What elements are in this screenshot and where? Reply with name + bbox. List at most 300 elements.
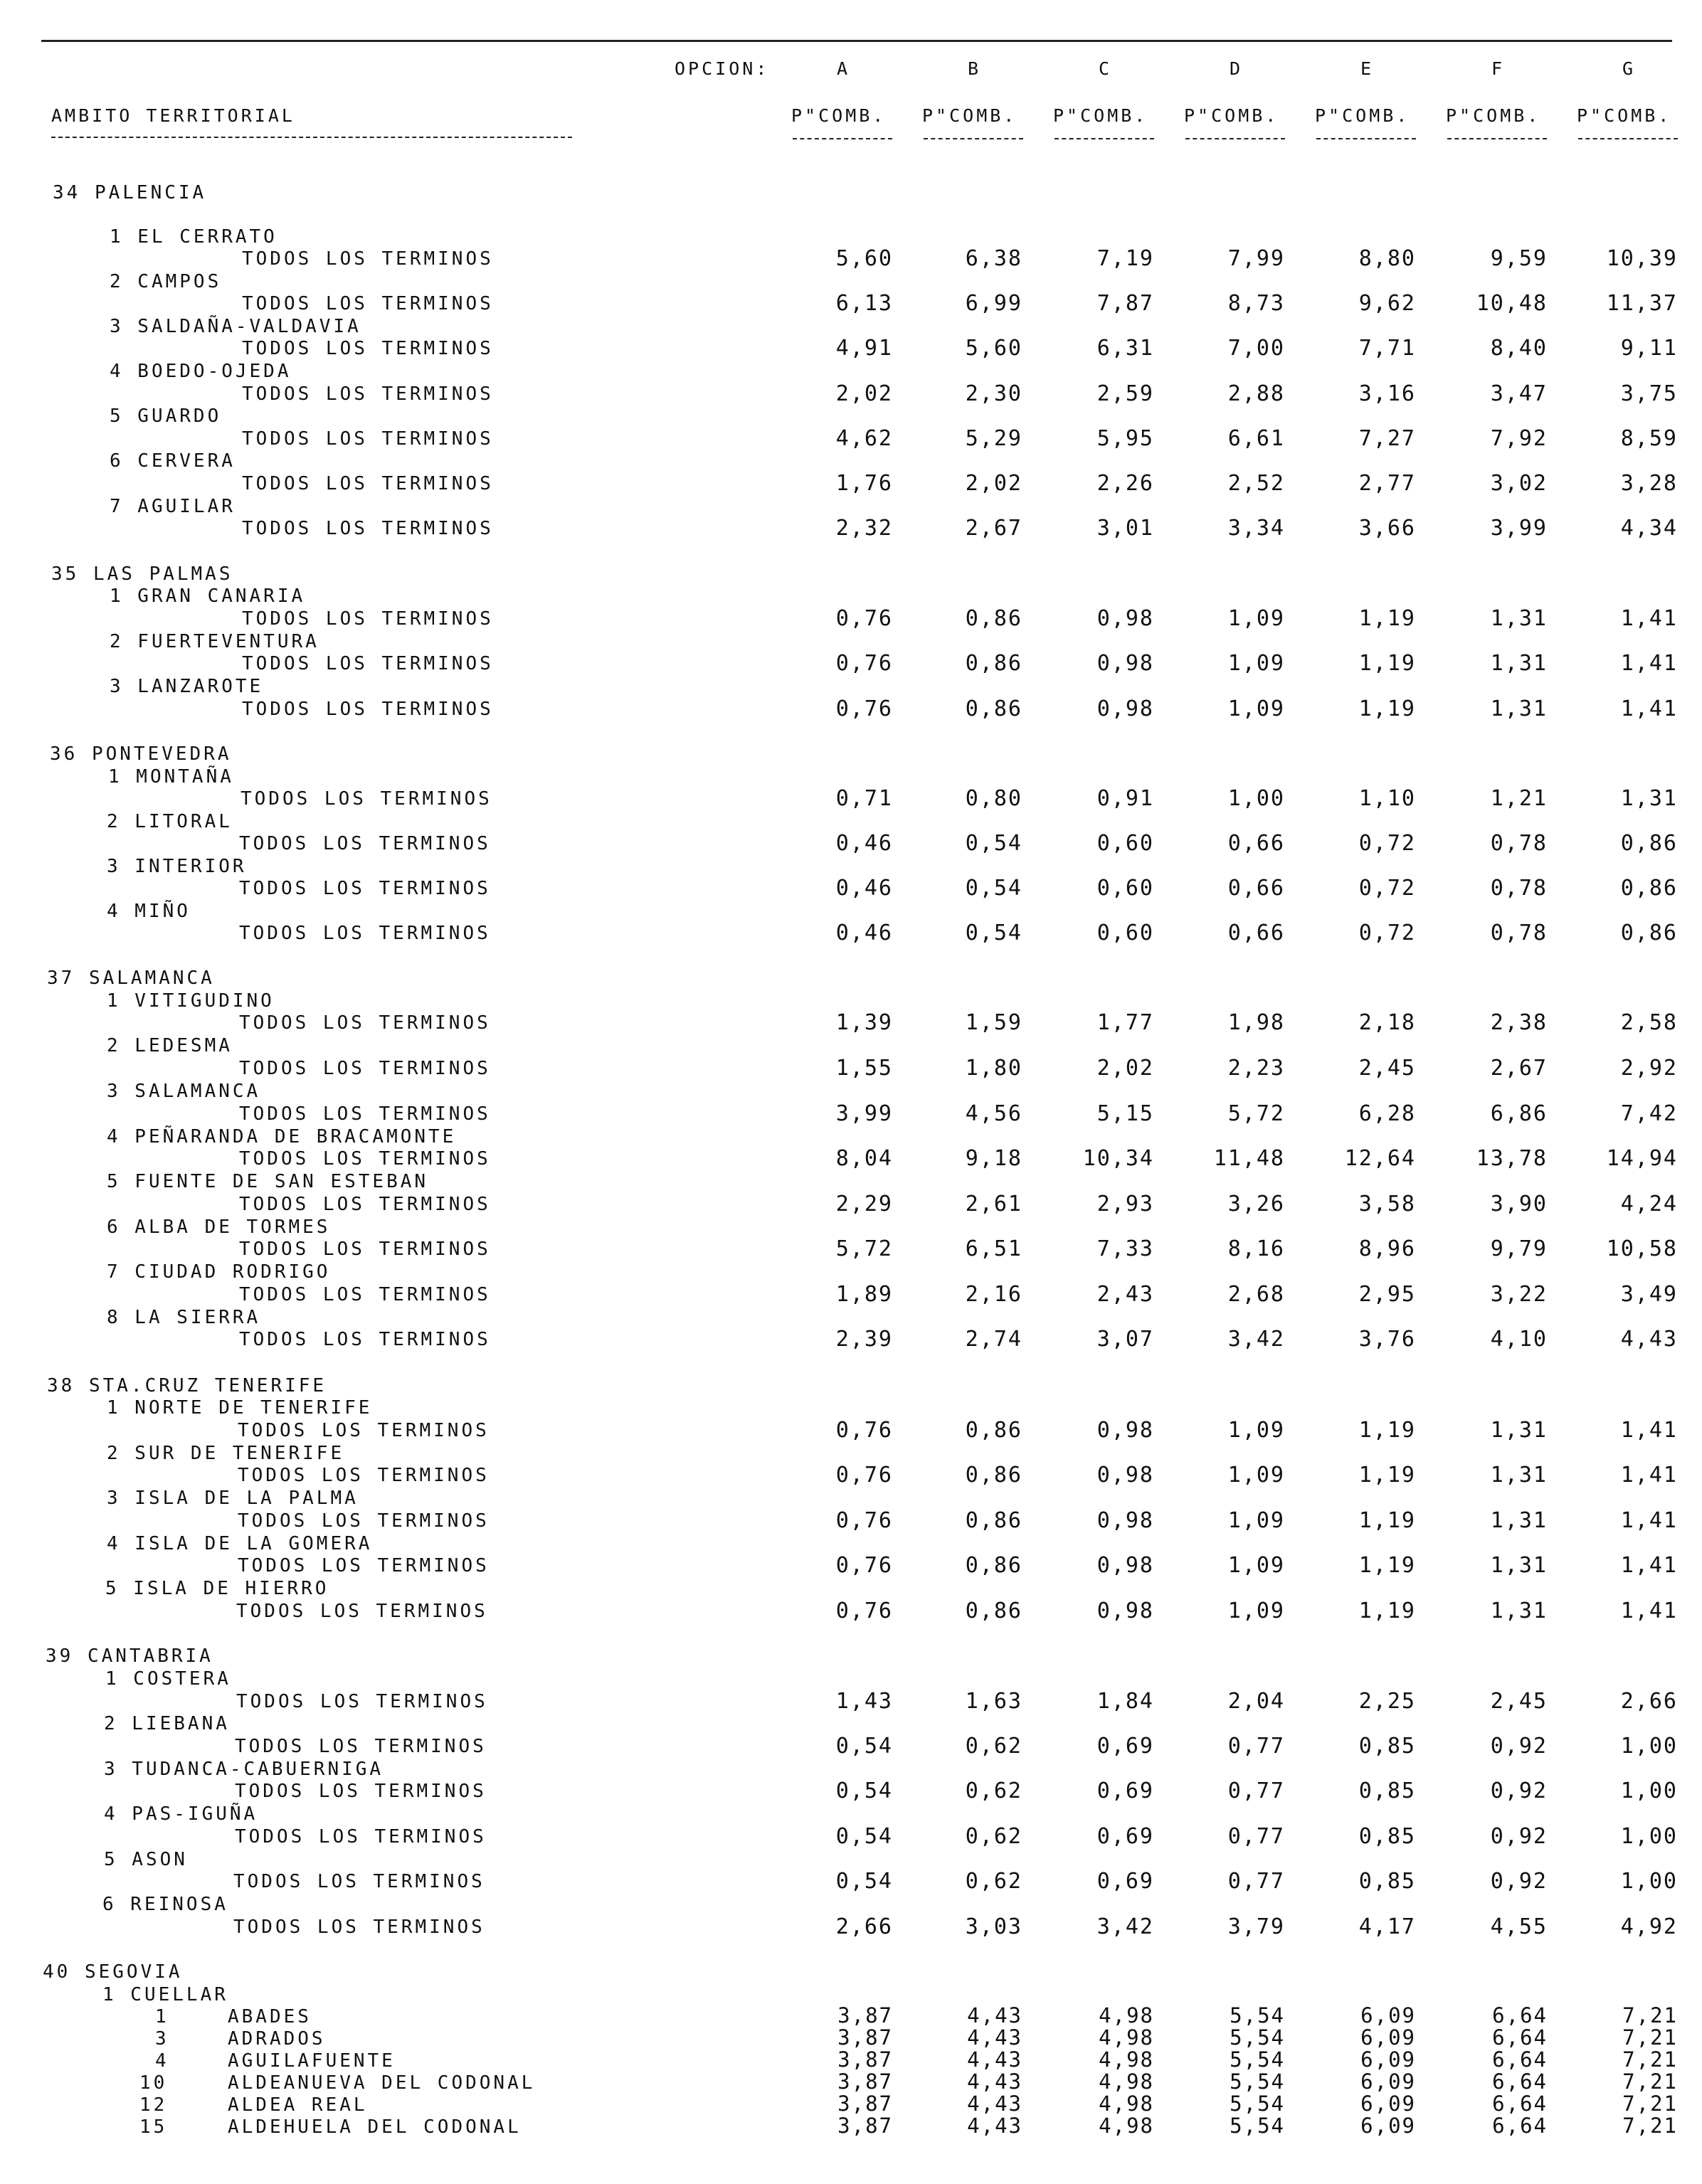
comarca-label: 3 ISLA DE LA PALMA bbox=[107, 1488, 359, 1509]
comarca-label: 5 FUENTE DE SAN ESTEBAN bbox=[107, 1171, 429, 1192]
comarca-label: 5 ASON bbox=[104, 1849, 188, 1870]
value-cell: 1,09 bbox=[1227, 696, 1285, 721]
value-cell: 2,30 bbox=[965, 381, 1022, 406]
value-cell: 1,89 bbox=[835, 1282, 893, 1307]
value-cell: 4,17 bbox=[1358, 1914, 1416, 1939]
value-cell: 3,76 bbox=[1358, 1327, 1416, 1352]
municipality-code: 12 bbox=[139, 2094, 168, 2116]
value-cell: 1,31 bbox=[1490, 606, 1548, 631]
value-cell: 4,98 bbox=[1099, 2025, 1154, 2050]
value-cell: 4,43 bbox=[967, 2025, 1022, 2050]
value-cell: 8,16 bbox=[1227, 1236, 1285, 1261]
value-cell: 0,86 bbox=[1620, 831, 1678, 856]
value-cell: 1,31 bbox=[1490, 1553, 1548, 1578]
value-cell: 7,21 bbox=[1622, 2092, 1678, 2116]
column-underline bbox=[793, 138, 892, 139]
value-cell: 1,00 bbox=[1620, 1824, 1678, 1849]
comarca-label: 1 VITIGUDINO bbox=[107, 990, 275, 1012]
value-cell: 0,98 bbox=[1096, 1463, 1154, 1488]
value-cell: 7,42 bbox=[1620, 1101, 1678, 1126]
value-cell: 3,07 bbox=[1096, 1327, 1154, 1352]
value-cell: 0,69 bbox=[1096, 1734, 1154, 1759]
value-cell: 4,43 bbox=[967, 2047, 1022, 2072]
value-cell: 5,95 bbox=[1096, 426, 1154, 451]
value-cell: 2,29 bbox=[835, 1192, 893, 1216]
value-cell: 3,03 bbox=[965, 1914, 1022, 1939]
opcion-label: OPCION: bbox=[675, 58, 770, 79]
value-cell: 0,86 bbox=[965, 651, 1022, 676]
terminos-label: TODOS LOS TERMINOS bbox=[242, 699, 494, 720]
comarca-label: 1 MONTAÑA bbox=[108, 766, 234, 788]
comarca-label: 2 FUERTEVENTURA bbox=[110, 631, 319, 652]
value-cell: 0,86 bbox=[1620, 921, 1678, 945]
comarca-label: 4 PEÑARANDA DE BRACAMONTE bbox=[107, 1126, 457, 1147]
terminos-label: TODOS LOS TERMINOS bbox=[238, 1465, 490, 1486]
value-cell: 6,28 bbox=[1358, 1101, 1416, 1126]
terminos-label: TODOS LOS TERMINOS bbox=[239, 833, 491, 854]
value-cell: 0,86 bbox=[965, 1463, 1022, 1488]
value-cell: 2,74 bbox=[965, 1327, 1022, 1352]
value-cell: 3,90 bbox=[1490, 1192, 1548, 1216]
comarca-label: 3 INTERIOR bbox=[107, 856, 247, 877]
value-cell: 3,49 bbox=[1620, 1282, 1678, 1307]
value-cell: 9,62 bbox=[1358, 291, 1416, 316]
value-cell: 10,34 bbox=[1082, 1146, 1154, 1171]
value-cell: 1,09 bbox=[1227, 1553, 1285, 1578]
value-cell: 0,66 bbox=[1227, 831, 1285, 856]
value-cell: 0,66 bbox=[1227, 921, 1285, 945]
value-cell: 0,60 bbox=[1096, 921, 1154, 945]
terminos-label: TODOS LOS TERMINOS bbox=[242, 383, 494, 405]
value-cell: 6,64 bbox=[1492, 2069, 1548, 2094]
value-cell: 2,77 bbox=[1358, 471, 1416, 496]
value-cell: 7,21 bbox=[1622, 2114, 1678, 2138]
value-cell: 0,76 bbox=[835, 1599, 893, 1623]
municipality-code: 1 bbox=[155, 2006, 169, 2027]
value-cell: 2,18 bbox=[1358, 1010, 1416, 1035]
comarca-label: 1 EL CERRATO bbox=[110, 226, 278, 248]
comarca-label: 5 ISLA DE HIERRO bbox=[105, 1578, 329, 1599]
terminos-label: TODOS LOS TERMINOS bbox=[242, 518, 494, 539]
value-cell: 1,41 bbox=[1620, 1508, 1678, 1533]
value-cell: 1,41 bbox=[1620, 696, 1678, 721]
value-cell: 4,62 bbox=[835, 426, 893, 451]
municipality-code: 4 bbox=[155, 2050, 169, 2072]
value-cell: 0,54 bbox=[965, 876, 1022, 901]
value-cell: 0,85 bbox=[1358, 1734, 1416, 1759]
value-cell: 3,26 bbox=[1227, 1192, 1285, 1216]
value-cell: 1,41 bbox=[1620, 1463, 1678, 1488]
ambito-underline bbox=[51, 137, 572, 138]
value-cell: 4,98 bbox=[1099, 2003, 1154, 2027]
province-heading: 34 PALENCIA bbox=[53, 182, 207, 203]
terminos-label: TODOS LOS TERMINOS bbox=[235, 1781, 487, 1802]
value-cell: 1,41 bbox=[1620, 1418, 1678, 1443]
value-cell: 0,76 bbox=[835, 1508, 893, 1533]
value-cell: 4,43 bbox=[967, 2092, 1022, 2116]
value-cell: 0,98 bbox=[1096, 651, 1154, 676]
comarca-label: 4 ISLA DE LA GOMERA bbox=[107, 1533, 373, 1554]
value-cell: 1,31 bbox=[1620, 786, 1678, 811]
value-cell: 1,41 bbox=[1620, 651, 1678, 676]
value-cell: 4,43 bbox=[967, 2114, 1022, 2138]
terminos-label: TODOS LOS TERMINOS bbox=[240, 788, 492, 810]
comarca-label: 2 SUR DE TENERIFE bbox=[107, 1443, 345, 1464]
value-cell: 8,40 bbox=[1490, 336, 1548, 361]
province-heading: 36 PONTEVEDRA bbox=[50, 743, 232, 765]
value-cell: 2,88 bbox=[1227, 381, 1285, 406]
terminos-label: TODOS LOS TERMINOS bbox=[238, 1555, 490, 1576]
value-cell: 1,19 bbox=[1358, 1418, 1416, 1443]
value-cell: 1,41 bbox=[1620, 606, 1678, 631]
comarca-label: 6 ALBA DE TORMES bbox=[107, 1216, 331, 1238]
value-cell: 1,31 bbox=[1490, 1418, 1548, 1443]
comarca-label: 4 BOEDO-OJEDA bbox=[110, 361, 292, 382]
value-cell: 3,66 bbox=[1358, 516, 1416, 541]
value-cell: 8,80 bbox=[1358, 246, 1416, 271]
value-cell: 3,16 bbox=[1358, 381, 1416, 406]
comarca-label: 3 LANZAROTE bbox=[110, 676, 264, 697]
value-cell: 4,98 bbox=[1099, 2047, 1154, 2072]
value-cell: 0,72 bbox=[1358, 921, 1416, 945]
value-cell: 6,13 bbox=[835, 291, 893, 316]
value-cell: 0,77 bbox=[1227, 1824, 1285, 1849]
top-rule bbox=[41, 40, 1672, 42]
value-cell: 0,98 bbox=[1096, 606, 1154, 631]
value-cell: 0,76 bbox=[835, 1418, 893, 1443]
value-cell: 0,76 bbox=[835, 606, 893, 631]
value-cell: 0,78 bbox=[1490, 876, 1548, 901]
value-cell: 5,54 bbox=[1230, 2025, 1285, 2050]
value-cell: 13,78 bbox=[1476, 1146, 1548, 1171]
comarca-label: 8 LA SIERRA bbox=[107, 1307, 261, 1328]
value-cell: 0,78 bbox=[1490, 831, 1548, 856]
value-cell: 0,60 bbox=[1096, 876, 1154, 901]
value-cell: 3,87 bbox=[837, 2003, 893, 2027]
value-cell: 1,84 bbox=[1096, 1689, 1154, 1714]
value-cell: 2,16 bbox=[965, 1282, 1022, 1307]
comarca-label: 6 REINOSA bbox=[102, 1894, 228, 1915]
value-cell: 7,00 bbox=[1227, 336, 1285, 361]
value-cell: 2,67 bbox=[965, 516, 1022, 541]
value-cell: 8,59 bbox=[1620, 426, 1678, 451]
value-cell: 2,67 bbox=[1490, 1056, 1548, 1081]
value-cell: 5,54 bbox=[1230, 2114, 1285, 2138]
value-cell: 6,61 bbox=[1227, 426, 1285, 451]
value-cell: 4,24 bbox=[1620, 1192, 1678, 1216]
terminos-label: TODOS LOS TERMINOS bbox=[239, 1058, 491, 1079]
value-cell: 3,58 bbox=[1358, 1192, 1416, 1216]
value-cell: 6,09 bbox=[1360, 2092, 1416, 2116]
value-cell: 1,98 bbox=[1227, 1010, 1285, 1035]
value-cell: 4,34 bbox=[1620, 516, 1678, 541]
value-cell: 0,98 bbox=[1096, 1599, 1154, 1623]
comarca-label: 1 COSTERA bbox=[105, 1668, 231, 1690]
value-cell: 3,79 bbox=[1227, 1914, 1285, 1939]
option-letter-d: D bbox=[1230, 58, 1244, 79]
option-letter-e: E bbox=[1360, 58, 1375, 79]
column-header-e: P"COMB. bbox=[1315, 105, 1410, 126]
value-cell: 0,54 bbox=[835, 1734, 893, 1759]
value-cell: 5,54 bbox=[1230, 2003, 1285, 2027]
terminos-label: TODOS LOS TERMINOS bbox=[239, 878, 491, 899]
terminos-label: TODOS LOS TERMINOS bbox=[242, 293, 494, 314]
ambito-label: AMBITO TERRITORIAL bbox=[51, 105, 295, 126]
value-cell: 7,87 bbox=[1096, 291, 1154, 316]
comarca-label: 7 AGUILAR bbox=[110, 496, 236, 517]
value-cell: 0,72 bbox=[1358, 831, 1416, 856]
value-cell: 2,23 bbox=[1227, 1056, 1285, 1081]
value-cell: 1,19 bbox=[1358, 696, 1416, 721]
value-cell: 0,76 bbox=[835, 1553, 893, 1578]
comarca-label: 5 GUARDO bbox=[110, 405, 222, 427]
terminos-label: TODOS LOS TERMINOS bbox=[233, 1917, 485, 1938]
value-cell: 0,86 bbox=[965, 1508, 1022, 1533]
terminos-label: TODOS LOS TERMINOS bbox=[242, 473, 494, 494]
value-cell: 5,72 bbox=[835, 1236, 893, 1261]
province-heading: 39 CANTABRIA bbox=[46, 1645, 213, 1667]
value-cell: 2,39 bbox=[835, 1327, 893, 1352]
value-cell: 0,76 bbox=[835, 1463, 893, 1488]
value-cell: 1,31 bbox=[1490, 1463, 1548, 1488]
value-cell: 0,92 bbox=[1490, 1824, 1548, 1849]
value-cell: 6,09 bbox=[1360, 2069, 1416, 2094]
value-cell: 7,92 bbox=[1490, 426, 1548, 451]
value-cell: 0,46 bbox=[835, 876, 893, 901]
value-cell: 0,85 bbox=[1358, 1824, 1416, 1849]
value-cell: 1,41 bbox=[1620, 1599, 1678, 1623]
value-cell: 6,38 bbox=[965, 246, 1022, 271]
value-cell: 4,43 bbox=[1620, 1327, 1678, 1352]
comarca-label: 4 PAS-IGUÑA bbox=[104, 1803, 258, 1825]
value-cell: 2,58 bbox=[1620, 1010, 1678, 1035]
value-cell: 5,54 bbox=[1230, 2047, 1285, 2072]
value-cell: 2,02 bbox=[1096, 1056, 1154, 1081]
column-header-d: P"COMB. bbox=[1184, 105, 1279, 126]
value-cell: 0,77 bbox=[1227, 1779, 1285, 1803]
comarca-label: 7 CIUDAD RODRIGO bbox=[107, 1261, 331, 1283]
value-cell: 2,04 bbox=[1227, 1689, 1285, 1714]
value-cell: 1,41 bbox=[1620, 1553, 1678, 1578]
value-cell: 5,15 bbox=[1096, 1101, 1154, 1126]
value-cell: 2,26 bbox=[1096, 471, 1154, 496]
comarca-label: 1 CUELLAR bbox=[102, 1984, 228, 2005]
terminos-label: TODOS LOS TERMINOS bbox=[235, 1736, 487, 1757]
value-cell: 3,87 bbox=[837, 2114, 893, 2138]
value-cell: 3,42 bbox=[1227, 1327, 1285, 1352]
value-cell: 0,54 bbox=[965, 921, 1022, 945]
value-cell: 9,18 bbox=[965, 1146, 1022, 1171]
value-cell: 2,38 bbox=[1490, 1010, 1548, 1035]
value-cell: 6,64 bbox=[1492, 2092, 1548, 2116]
value-cell: 6,09 bbox=[1360, 2114, 1416, 2138]
value-cell: 0,98 bbox=[1096, 696, 1154, 721]
value-cell: 0,76 bbox=[835, 696, 893, 721]
value-cell: 0,62 bbox=[965, 1779, 1022, 1803]
value-cell: 5,72 bbox=[1227, 1101, 1285, 1126]
value-cell: 0,86 bbox=[965, 606, 1022, 631]
column-header-b: P"COMB. bbox=[922, 105, 1018, 126]
value-cell: 7,99 bbox=[1227, 246, 1285, 271]
value-cell: 1,21 bbox=[1490, 786, 1548, 811]
value-cell: 0,86 bbox=[965, 696, 1022, 721]
terminos-label: TODOS LOS TERMINOS bbox=[239, 923, 491, 944]
value-cell: 1,19 bbox=[1358, 1553, 1416, 1578]
municipality-name: ABADES bbox=[228, 2006, 312, 2027]
value-cell: 1,00 bbox=[1620, 1779, 1678, 1803]
value-cell: 1,00 bbox=[1620, 1734, 1678, 1759]
value-cell: 7,21 bbox=[1622, 2025, 1678, 2050]
value-cell: 0,85 bbox=[1358, 1779, 1416, 1803]
value-cell: 2,66 bbox=[1620, 1689, 1678, 1714]
value-cell: 4,91 bbox=[835, 336, 893, 361]
value-cell: 0,62 bbox=[965, 1824, 1022, 1849]
terminos-label: TODOS LOS TERMINOS bbox=[236, 1601, 488, 1622]
value-cell: 7,21 bbox=[1622, 2003, 1678, 2027]
value-cell: 3,47 bbox=[1490, 381, 1548, 406]
value-cell: 1,19 bbox=[1358, 606, 1416, 631]
value-cell: 1,31 bbox=[1490, 1508, 1548, 1533]
value-cell: 0,46 bbox=[835, 921, 893, 945]
value-cell: 4,43 bbox=[967, 2069, 1022, 2094]
value-cell: 0,62 bbox=[965, 1734, 1022, 1759]
value-cell: 0,91 bbox=[1096, 786, 1154, 811]
column-underline bbox=[1316, 138, 1416, 139]
value-cell: 0,92 bbox=[1490, 1734, 1548, 1759]
value-cell: 0,66 bbox=[1227, 876, 1285, 901]
terminos-label: TODOS LOS TERMINOS bbox=[242, 653, 494, 674]
value-cell: 4,10 bbox=[1490, 1327, 1548, 1352]
value-cell: 1,00 bbox=[1620, 1869, 1678, 1894]
value-cell: 4,92 bbox=[1620, 1914, 1678, 1939]
value-cell: 3,75 bbox=[1620, 381, 1678, 406]
value-cell: 0,60 bbox=[1096, 831, 1154, 856]
value-cell: 1,63 bbox=[965, 1689, 1022, 1714]
value-cell: 0,69 bbox=[1096, 1824, 1154, 1849]
comarca-label: 3 SALDAÑA-VALDAVIA bbox=[110, 316, 361, 337]
value-cell: 9,11 bbox=[1620, 336, 1678, 361]
value-cell: 0,72 bbox=[1358, 876, 1416, 901]
value-cell: 2,68 bbox=[1227, 1282, 1285, 1307]
value-cell: 0,78 bbox=[1490, 921, 1548, 945]
municipality-code: 15 bbox=[139, 2116, 168, 2138]
comarca-label: 3 TUDANCA-CABUERNIGA bbox=[104, 1759, 384, 1780]
value-cell: 6,09 bbox=[1360, 2003, 1416, 2027]
option-letter-a: A bbox=[837, 58, 851, 79]
value-cell: 3,34 bbox=[1227, 516, 1285, 541]
comarca-label: 2 CAMPOS bbox=[110, 271, 222, 292]
value-cell: 8,73 bbox=[1227, 291, 1285, 316]
terminos-label: TODOS LOS TERMINOS bbox=[239, 1148, 491, 1170]
terminos-label: TODOS LOS TERMINOS bbox=[242, 428, 494, 450]
value-cell: 1,77 bbox=[1096, 1010, 1154, 1035]
value-cell: 3,99 bbox=[835, 1101, 893, 1126]
value-cell: 4,98 bbox=[1099, 2092, 1154, 2116]
value-cell: 2,45 bbox=[1490, 1689, 1548, 1714]
column-underline bbox=[924, 138, 1023, 139]
value-cell: 1,80 bbox=[965, 1056, 1022, 1081]
value-cell: 2,61 bbox=[965, 1192, 1022, 1216]
province-heading: 38 STA.CRUZ TENERIFE bbox=[47, 1375, 327, 1396]
value-cell: 7,33 bbox=[1096, 1236, 1154, 1261]
value-cell: 6,64 bbox=[1492, 2025, 1548, 2050]
value-cell: 3,87 bbox=[837, 2047, 893, 2072]
terminos-label: TODOS LOS TERMINOS bbox=[235, 1826, 487, 1848]
column-header-a: P"COMB. bbox=[791, 105, 887, 126]
value-cell: 6,31 bbox=[1096, 336, 1154, 361]
value-cell: 1,39 bbox=[835, 1010, 893, 1035]
municipality-code: 10 bbox=[139, 2072, 168, 2094]
value-cell: 3,42 bbox=[1096, 1914, 1154, 1939]
column-underline bbox=[1447, 138, 1547, 139]
province-heading: 37 SALAMANCA bbox=[47, 968, 215, 989]
value-cell: 8,96 bbox=[1358, 1236, 1416, 1261]
terminos-label: TODOS LOS TERMINOS bbox=[242, 608, 494, 630]
value-cell: 0,86 bbox=[965, 1418, 1022, 1443]
value-cell: 12,64 bbox=[1344, 1146, 1416, 1171]
value-cell: 9,79 bbox=[1490, 1236, 1548, 1261]
value-cell: 11,37 bbox=[1606, 291, 1678, 316]
comarca-label: 2 LEDESMA bbox=[107, 1035, 233, 1056]
value-cell: 6,64 bbox=[1492, 2114, 1548, 2138]
value-cell: 6,51 bbox=[965, 1236, 1022, 1261]
municipality-name: AGUILAFUENTE bbox=[228, 2050, 396, 2072]
column-header-f: P"COMB. bbox=[1446, 105, 1541, 126]
value-cell: 0,54 bbox=[835, 1824, 893, 1849]
terminos-label: TODOS LOS TERMINOS bbox=[239, 1284, 491, 1305]
value-cell: 2,02 bbox=[835, 381, 893, 406]
value-cell: 5,54 bbox=[1230, 2092, 1285, 2116]
terminos-label: TODOS LOS TERMINOS bbox=[239, 1239, 491, 1260]
column-underline bbox=[1054, 138, 1154, 139]
value-cell: 1,55 bbox=[835, 1056, 893, 1081]
value-cell: 11,48 bbox=[1213, 1146, 1285, 1171]
value-cell: 0,76 bbox=[835, 651, 893, 676]
value-cell: 6,99 bbox=[965, 291, 1022, 316]
value-cell: 1,19 bbox=[1358, 1463, 1416, 1488]
value-cell: 3,99 bbox=[1490, 516, 1548, 541]
value-cell: 0,98 bbox=[1096, 1508, 1154, 1533]
value-cell: 3,02 bbox=[1490, 471, 1548, 496]
comarca-label: 6 CERVERA bbox=[110, 450, 236, 472]
value-cell: 0,98 bbox=[1096, 1418, 1154, 1443]
value-cell: 0,92 bbox=[1490, 1869, 1548, 1894]
value-cell: 5,54 bbox=[1230, 2069, 1285, 2094]
value-cell: 1,19 bbox=[1358, 1599, 1416, 1623]
value-cell: 0,77 bbox=[1227, 1869, 1285, 1894]
value-cell: 7,27 bbox=[1358, 426, 1416, 451]
comarca-label: 1 NORTE DE TENERIFE bbox=[107, 1397, 373, 1419]
value-cell: 0,69 bbox=[1096, 1869, 1154, 1894]
comarca-label: 1 GRAN CANARIA bbox=[110, 585, 306, 607]
value-cell: 8,04 bbox=[835, 1146, 893, 1171]
value-cell: 1,09 bbox=[1227, 606, 1285, 631]
value-cell: 1,31 bbox=[1490, 696, 1548, 721]
value-cell: 2,25 bbox=[1358, 1689, 1416, 1714]
value-cell: 10,39 bbox=[1606, 246, 1678, 271]
value-cell: 1,31 bbox=[1490, 651, 1548, 676]
value-cell: 0,46 bbox=[835, 831, 893, 856]
value-cell: 2,45 bbox=[1358, 1056, 1416, 1081]
value-cell: 1,09 bbox=[1227, 1463, 1285, 1488]
comarca-label: 2 LITORAL bbox=[107, 811, 233, 832]
value-cell: 0,85 bbox=[1358, 1869, 1416, 1894]
value-cell: 0,86 bbox=[965, 1553, 1022, 1578]
terminos-label: TODOS LOS TERMINOS bbox=[233, 1871, 485, 1892]
value-cell: 6,64 bbox=[1492, 2047, 1548, 2072]
value-cell: 3,87 bbox=[837, 2069, 893, 2094]
option-letter-c: C bbox=[1099, 58, 1113, 79]
